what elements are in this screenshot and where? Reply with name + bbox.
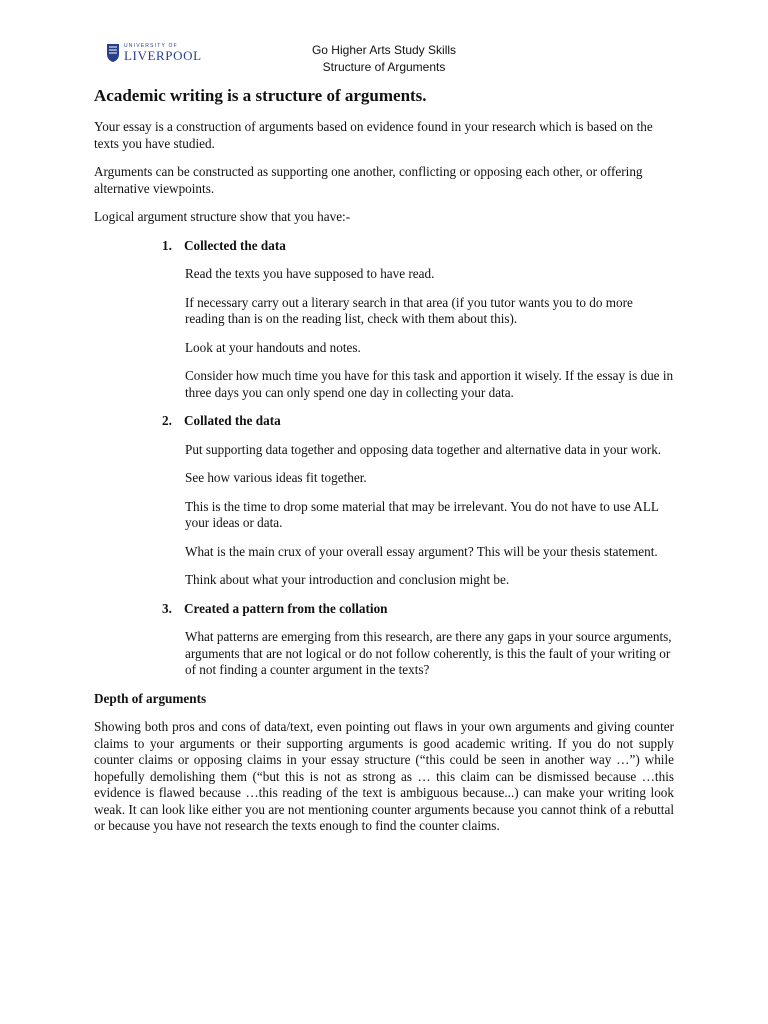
depth-heading: Depth of arguments [94,690,207,706]
depth-paragraph: Showing both pros and cons of data/text, even pointing out flaws in your own arguments and giving counter claims to your arguments or their supporting arguments is good academic writing. If you do not supply counter claims or opposing claims in your essay structure (“this could be seen in another way …”) while hopefully demolishing them (“but this is not as strong as … this claim can be dismissed because …this evidence is flawed because …this reading of the text is ambiguous because...) can make your writing look weak. It can look like either you are not mentioning counter arguments because you cannot think of a rebuttal or because you have not research the texts enough to find the counter claims. [94,719,674,833]
numbered-heading [94,601,674,618]
numbered-heading [94,238,674,255]
list-paragraph: See how various ideas fit together. [185,470,367,485]
page-header [254,42,514,76]
numbered-heading [94,413,674,430]
section-body [185,442,674,589]
list-paragraph: Look at your handouts and notes. [185,339,361,355]
list-number: 2. [162,413,172,428]
section-heading: Created a pattern from the collation [184,600,388,616]
list-paragraph: Consider how much time you have for this task and apportion it wisely. If the essay is due in three days you can only spend one day in collecting your data. [185,368,674,400]
section-body [185,266,674,401]
logo-big-text: LIVERPOOL [124,48,202,63]
header-line-1: Go Higher Arts Study Skills [311,43,457,57]
list-paragraph: Put supporting data together and opposing data together and alternative data in your work. [185,441,662,457]
list-number: 3. [162,600,172,616]
list-paragraph: If necessary carry out a literary search in that area (if you tutor wants you to do more reading than is on the reading list, check with them about this). [185,294,633,326]
list-paragraph: What patterns are emerging from this research, are there any gaps in your source arguments, arguments that are not logical or do not follow coherently, is this the fault of your writing or of not finding a counter argument in the texts? [185,629,672,677]
intro-section [94,119,674,226]
university-logo [106,40,202,66]
list-paragraph: Think about what your introduction and conclusion might be. [185,572,510,587]
section-heading: Collated the data [184,413,281,428]
intro-paragraph: Arguments can be constructed as supporting one another, conflicting or opposing each other, or offering alternative viewpoints. [94,164,643,196]
crest-icon [106,43,120,63]
section-body [185,629,674,679]
document-body [94,86,674,847]
list-paragraph: Read the texts you have supposed to have read. [185,266,435,281]
intro-paragraph: Logical argument structure show that you have:- [94,209,351,224]
page-title: Academic writing is a structure of arguments. [94,86,427,105]
list-paragraph: This is the time to drop some material that may be irrelevant. You do not have to use ALL your ideas or data. [185,498,659,530]
header-line-2: Structure of Arguments [322,60,446,74]
list-paragraph: What is the main crux of your overall essay argument? This will be your thesis statement. [185,543,658,559]
list-number: 1. [162,237,172,253]
logo-small-text: UNIVERSITY OF [124,43,178,49]
intro-paragraph: Your essay is a construction of arguments based on evidence found in your research which is based on the texts you have studied. [94,119,653,151]
section-heading: Collected the data [184,237,286,253]
